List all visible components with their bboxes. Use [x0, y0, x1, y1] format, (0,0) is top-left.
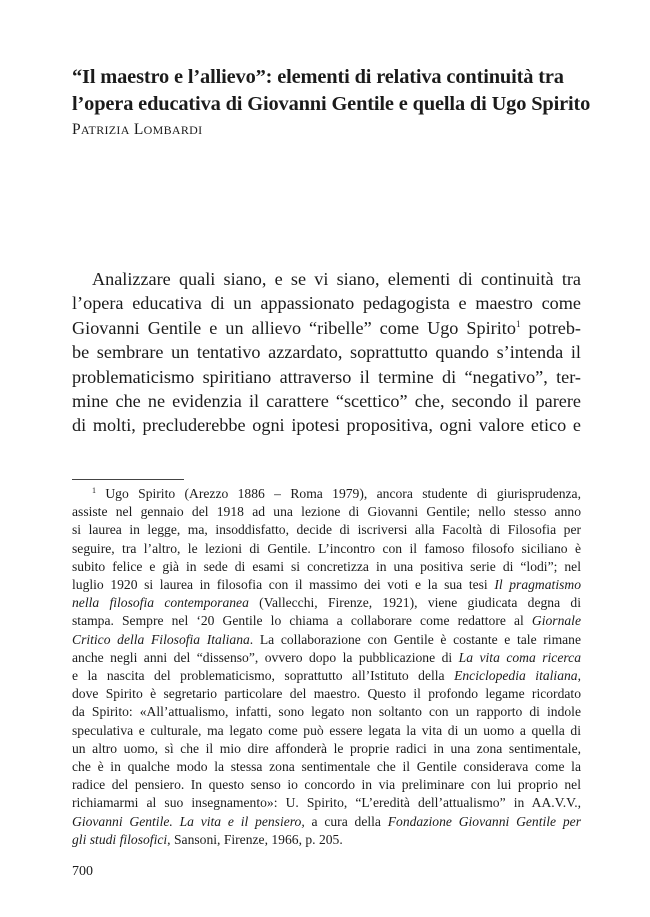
footnote-line: nella filosofia contemporanea (Vallecchi, Firenze, 1921), viene giudicata degna di — [72, 595, 581, 611]
footnote-line: si laurea in legge, ma, insoddisfatto, decide di iscriversi alla Facoltà di Filosofia per — [72, 522, 581, 538]
body-line: be sembrare un tentativo azzardato, soprattutto quando s’intenda il — [72, 342, 581, 363]
footnote-line: un altro uomo, sì che il mio dire affonderà le proprie radici in una zona sentimentale, — [72, 740, 581, 756]
footnote-line: richiamarmi al suo insegnamento»: U. Spirito, “L’eredità dell’attualismo” in AA.V.V., — [72, 795, 581, 811]
page-number: 700 — [72, 864, 93, 879]
footnote-marker: 1 — [92, 486, 96, 495]
footnote-line: speculativa e culturale, ma legato come può essere legata la vita di un uomo a quella di — [72, 722, 581, 738]
body-line: problematicismo spiritiano attraverso il termine di “negativo”, ter- — [72, 366, 581, 387]
title-line: l’opera educativa di Giovanni Gentile e quella di Ugo Spirito — [72, 93, 591, 115]
body-line: l’opera educativa di un appassionato pedagogista e maestro come — [72, 293, 581, 314]
article-title — [72, 64, 592, 118]
footnote-line: Giovanni Gentile. La vita e il pensiero, a cura della Fondazione Giovanni Gentile per — [72, 813, 581, 829]
footnote-line: $^1$ Ugo Spirito (Arezzo 1886 – Roma 1979), ancora studente di giurisprudenza, — [92, 486, 581, 501]
footnote-line: seguire, tra l’altro, le lezioni di Gentile. L’incontro con il famoso filosofo siciliano è — [72, 540, 581, 556]
body-line: Analizzare quali siano, e se vi siano, elementi di continuità tra — [92, 269, 581, 289]
footnote-line: che è in qualche modo la stessa zona sentimentale che il Gentile considerava come la — [72, 759, 581, 775]
footnote-line: Critico della Filosofia Italiana. La collaborazione con Gentile è costante e tale rimane — [72, 631, 582, 647]
footnote-divider — [72, 479, 184, 480]
body-paragraph — [72, 267, 581, 438]
footnote-line: assiste nel gennaio del 1918 ad una lezione di Giovanni Gentile; nello stesso anno — [72, 504, 581, 520]
body-line: di molti, precluderebbe ogni ipotesi propositiva, ogni valore etico e — [72, 415, 581, 436]
footnote-line: luglio 1920 si laurea in filosofia con il massimo dei voti e la sua tesi Il pragmatismo — [72, 577, 581, 593]
footnote-line: anche negli anni del “dissenso”, ovvero dopo la pubblicazione di La vita coma ricerca — [72, 649, 581, 665]
title-line: “Il maestro e l’allievo”: elementi di relativa continuità tra — [72, 66, 564, 88]
footnote-line: subito felice e già in sede di esami si concretizza in una positiva serie di “lodi”; nel — [72, 558, 581, 574]
footnote — [72, 485, 581, 849]
footnote-line: radice del pensiero. In questo senso io concordo in via preliminare con lui proprio nel — [72, 777, 581, 793]
author-name: PATRIZIA LOMBARDI — [72, 121, 203, 138]
body-line: Giovanni Gentile e un allievo “ribelle” come Ugo Spirito$^1$ potreb- — [72, 317, 581, 338]
footnote-ref: 1 — [515, 318, 521, 329]
footnote-line: dove Spirito è segretario particolare del maestro. Questo il profondo legame ricordato — [72, 686, 581, 702]
body-line: mine che ne evidenzia il carattere “scettico” che, secondo il parere — [72, 391, 581, 412]
footnote-line: da Spirito: «All’attualismo, infatti, sono legato non soltanto con un rapporto di indole — [72, 704, 581, 720]
footnote-line: e la nascita del problematicismo, soprattutto all’Istituto della Enciclopedia italiana, — [72, 668, 581, 684]
footnote-line: gli studi filosofici, Sansoni, Firenze, 1966, p. 205. — [72, 831, 343, 847]
footnote-line: stampa. Sempre nel ‘20 Gentile lo chiama a collaborare come redattore al Giornale — [72, 613, 581, 629]
